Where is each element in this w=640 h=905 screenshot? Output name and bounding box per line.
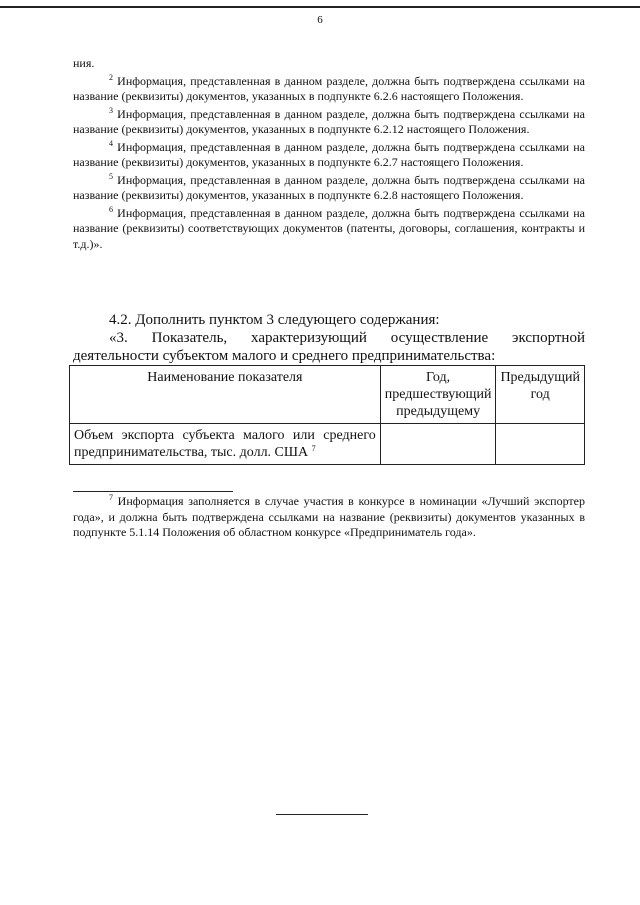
footnote-text: Информация, представленная в данном разделе, должна быть подтверждена ссылками на название (реквизиты) соответствующих документов (патенты, договоры, соглашения, контракты и т.д.)». xyxy=(73,205,585,251)
footnote-mark: 7 xyxy=(109,493,113,502)
footnotes-top xyxy=(73,56,585,252)
row-indicator-name xyxy=(70,424,381,465)
footnote-text: Информация заполняется в случае участия в конкурсе в номинации «Лучший экспортер года», и должна быть подтверждена ссылками на название (реквизиты) документов указанных в подпункте 5.1.14 Положения об областном конкурсе «Предприниматель года». xyxy=(73,494,585,539)
footnote-mark: 6 xyxy=(109,204,113,214)
footnote-2 xyxy=(73,74,585,105)
header-previous-year: Предыдущий год xyxy=(496,366,585,424)
footnote-continuation: ния. xyxy=(73,56,95,70)
header-indicator-name: Наименование показателя xyxy=(70,366,381,424)
footnote-5 xyxy=(73,173,585,204)
footnote-text: Информация, представленная в данном разделе, должна быть подтверждена ссылками на название (реквизиты) документов, указанных в подпункте 6.2.8 настоящего Положения. xyxy=(73,172,585,202)
table-row xyxy=(70,424,585,465)
row-label: Объем экспорта субъекта малого или среднего предпринимательства, тыс. долл. США xyxy=(74,428,376,460)
table-header-row xyxy=(70,366,585,424)
footnote-text: Информация, представленная в данном разделе, должна быть подтверждена ссылками на название (реквизиты) документов, указанных в подпункте 6.2.12 настоящего Положения. xyxy=(73,106,585,136)
footnote-text: Информация, представленная в данном разделе, должна быть подтверждена ссылками на название (реквизиты) документов, указанных в подпункте 6.2.6 настоящего Положения. xyxy=(73,73,585,103)
footnote-mark: 2 xyxy=(109,72,113,82)
page-number: 6 xyxy=(317,14,323,26)
row-value-year-before-previous xyxy=(380,424,496,465)
section-4-2 xyxy=(73,311,585,365)
footnote-mark: 3 xyxy=(109,105,113,115)
footnote-text: Информация, представленная в данном разделе, должна быть подтверждена ссылками на название (реквизиты) документов, указанных в подпункте 6.2.7 настоящего Положения. xyxy=(73,139,585,169)
footnote-4 xyxy=(73,140,585,171)
footnote-separator xyxy=(73,491,233,492)
footnote-mark: 5 xyxy=(109,171,113,181)
header-year-before-previous: Год, предшествующий предыдущему xyxy=(380,366,496,424)
footnote-mark: 7 xyxy=(311,444,316,453)
footnote-mark: 4 xyxy=(109,138,113,148)
row-value-previous-year xyxy=(496,424,585,465)
footnote-3 xyxy=(73,107,585,138)
footnote-6 xyxy=(73,206,585,253)
table-footnote xyxy=(73,494,585,541)
top-border-line xyxy=(0,6,640,8)
section-heading: 4.2. Дополнить пунктом 3 следующего содержания: xyxy=(109,312,440,328)
indicator-table xyxy=(69,365,585,465)
end-line xyxy=(276,814,368,815)
section-intro: «3. Показатель, характеризующий осуществление экспортной деятельности субъектом малого и среднего предпринимательства: xyxy=(73,330,585,364)
